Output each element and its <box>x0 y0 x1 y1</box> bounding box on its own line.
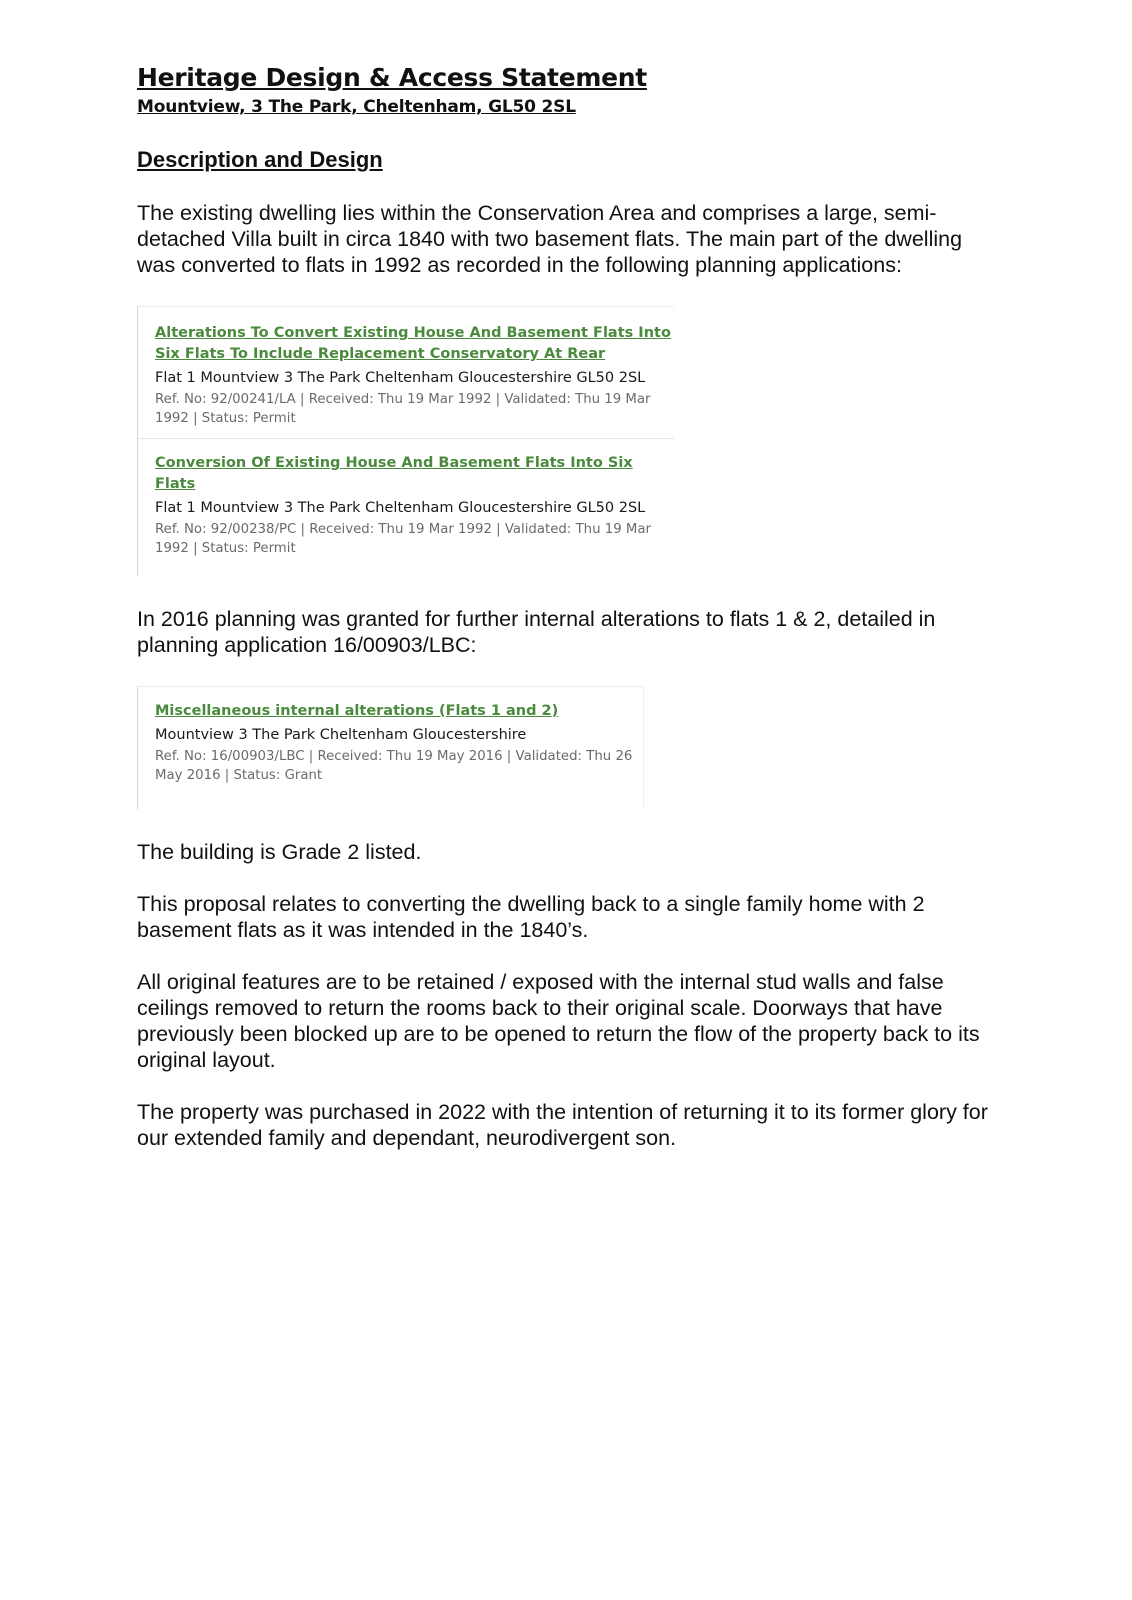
planning-application-entry <box>138 701 643 795</box>
application-meta: Ref. No: 16/00903/LBC | Received: Thu 19 May 2016 | Validated: Thu 26 May 2016 | Status: Grant <box>155 749 633 783</box>
application-address: Flat 1 Mountview 3 The Park Cheltenham Gloucestershire GL50 2SL <box>155 370 646 386</box>
planning-application-entry <box>138 323 674 438</box>
listed-status-paragraph: The building is Grade 2 listed. <box>137 840 422 864</box>
planning-application-entry <box>138 438 674 568</box>
document-subtitle: Mountview, 3 The Park, Cheltenham, GL50 2SL <box>137 97 576 117</box>
application-title-link[interactable]: Miscellaneous internal alterations (Flats 1 and 2) <box>155 703 559 719</box>
features-paragraph: All original features are to be retained / exposed with the internal stud walls and false ceilings removed to return the rooms back to their original scale. Doorways that have previously been blocked up are to be opened to return the flow of the property back to its original layout. <box>137 970 980 1072</box>
proposal-paragraph: This proposal relates to converting the dwelling back to a single family home with 2 basement flats as it was intended in the 1840’s. <box>137 892 925 942</box>
application-meta: Ref. No: 92/00238/PC | Received: Thu 19 Mar 1992 | Validated: Thu 19 Mar 1992 | Status: Permit <box>155 522 652 556</box>
purchase-paragraph: The property was purchased in 2022 with the intention of returning it to its former glory for our extended family and dependant, neurodivergent son. <box>137 1100 988 1150</box>
application-address: Flat 1 Mountview 3 The Park Cheltenham Gloucestershire GL50 2SL <box>155 500 646 516</box>
planning-2016-paragraph: In 2016 planning was granted for further internal alterations to flats 1 & 2, detailed in planning application 16/00903/LBC: <box>137 607 936 657</box>
application-address: Mountview 3 The Park Cheltenham Gloucestershire <box>155 727 527 743</box>
section-heading: Description and Design <box>137 147 383 172</box>
planning-applications-1992 <box>137 306 674 576</box>
application-meta: Ref. No: 92/00241/LA | Received: Thu 19 Mar 1992 | Validated: Thu 19 Mar 1992 | Status: Permit <box>155 392 651 426</box>
application-title-link[interactable]: Conversion Of Existing House And Basement Flats Into Six Flats <box>155 455 633 492</box>
planning-application-2016 <box>137 686 644 809</box>
document-page <box>137 62 997 1151</box>
document-title: Heritage Design & Access Statement <box>137 63 647 92</box>
application-title-link[interactable]: Alterations To Convert Existing House And Basement Flats Into Six Flats To Include Replacement Conservatory At Rear <box>155 325 671 362</box>
intro-paragraph: The existing dwelling lies within the Conservation Area and comprises a large, semi-detached Villa built in circa 1840 with two basement flats. The main part of the dwelling was converted to flats in 1992 as recorded in the following planning applications: <box>137 201 963 277</box>
